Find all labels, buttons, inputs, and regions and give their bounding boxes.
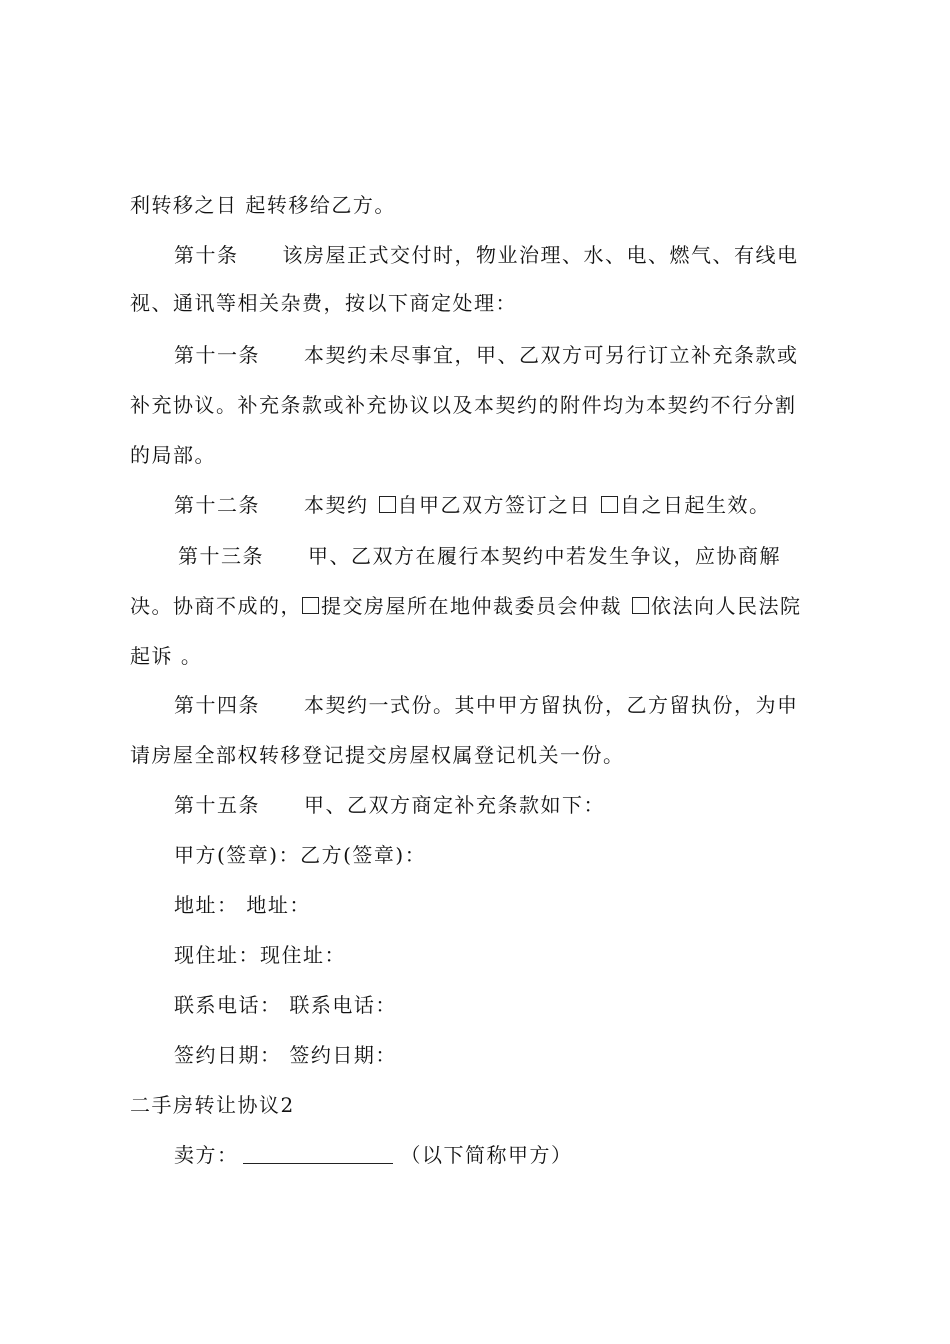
option-text: 自甲乙双方签订之日 xyxy=(397,493,591,517)
article-13-cont-1 xyxy=(130,593,830,619)
article-text: 本契约未尽事宜，甲、乙双方可另行订立补充条款或 xyxy=(304,343,799,367)
checkbox-icon[interactable] xyxy=(632,597,649,614)
current-address-line xyxy=(174,942,830,968)
text: 甲方(签章)：乙方(签章)： xyxy=(174,843,427,867)
title-text: 二手房转让协议2 xyxy=(130,1093,295,1117)
article-text: 本契约一式份。其中甲方留执份，乙方留执份，为申 xyxy=(304,693,799,717)
article-label: 第十一条 xyxy=(174,343,260,367)
article-label: 第十条 xyxy=(174,243,239,267)
text: 的局部。 xyxy=(130,443,216,467)
text: 请房屋全部权转移登记提交房屋权属登记机关一份。 xyxy=(130,743,625,767)
article-10 xyxy=(174,242,830,268)
text: 利转移之日 起转移给乙方。 xyxy=(130,193,396,217)
paragraph-line xyxy=(130,192,830,218)
section-title xyxy=(130,1092,830,1118)
article-14-cont xyxy=(130,742,830,768)
text: 现住址：现住址： xyxy=(174,943,346,967)
text: 地址： 地址： xyxy=(174,893,311,917)
text: 联系电话： 联系电话： xyxy=(174,993,397,1017)
article-text: 甲、乙双方商定补充条款如下： xyxy=(304,793,605,817)
text: 视、通讯等相关杂费，按以下商定处理： xyxy=(130,291,517,315)
checkbox-icon[interactable] xyxy=(601,496,618,513)
address-line xyxy=(174,892,830,918)
option-text: 提交房屋所在地仲裁委员会仲裁 xyxy=(321,594,622,618)
date-line xyxy=(174,1042,830,1068)
article-11-cont-1 xyxy=(130,392,830,418)
article-11 xyxy=(174,342,830,368)
article-15 xyxy=(174,792,830,818)
seller-blank-field[interactable] xyxy=(243,1145,393,1164)
seller-line xyxy=(174,1142,830,1168)
checkbox-icon[interactable] xyxy=(379,496,396,513)
article-text: 本契约 xyxy=(304,493,369,517)
text: 补充协议。补充条款或补充协议以及本契约的附件均为本契约不行分割 xyxy=(130,393,797,417)
seller-suffix: （以下简称甲方） xyxy=(400,1143,573,1167)
article-10-cont xyxy=(130,290,830,316)
text: 决。协商不成的， xyxy=(130,594,302,618)
text: 签约日期： 签约日期： xyxy=(174,1043,397,1067)
article-14 xyxy=(174,692,830,718)
phone-line xyxy=(174,992,830,1018)
article-12 xyxy=(174,492,830,518)
article-13 xyxy=(178,543,834,569)
signature-line xyxy=(174,842,830,868)
checkbox-icon[interactable] xyxy=(302,597,319,614)
article-label: 第十二条 xyxy=(174,493,260,517)
article-label: 第十三条 xyxy=(178,544,264,568)
article-13-cont-2 xyxy=(130,643,830,669)
article-text: 甲、乙双方在履行本契约中若发生争议，应协商解 xyxy=(308,544,781,568)
option-text: 自之日起生效。 xyxy=(620,493,771,517)
option-text: 依法向人民法院 xyxy=(651,594,802,618)
seller-label: 卖方： xyxy=(174,1143,239,1167)
article-11-cont-2 xyxy=(130,442,830,468)
article-label: 第十五条 xyxy=(174,793,260,817)
article-label: 第十四条 xyxy=(174,693,260,717)
text: 起诉 。 xyxy=(130,644,203,668)
article-text: 该房屋正式交付时，物业治理、水、电、燃气、有线电 xyxy=(282,243,799,267)
